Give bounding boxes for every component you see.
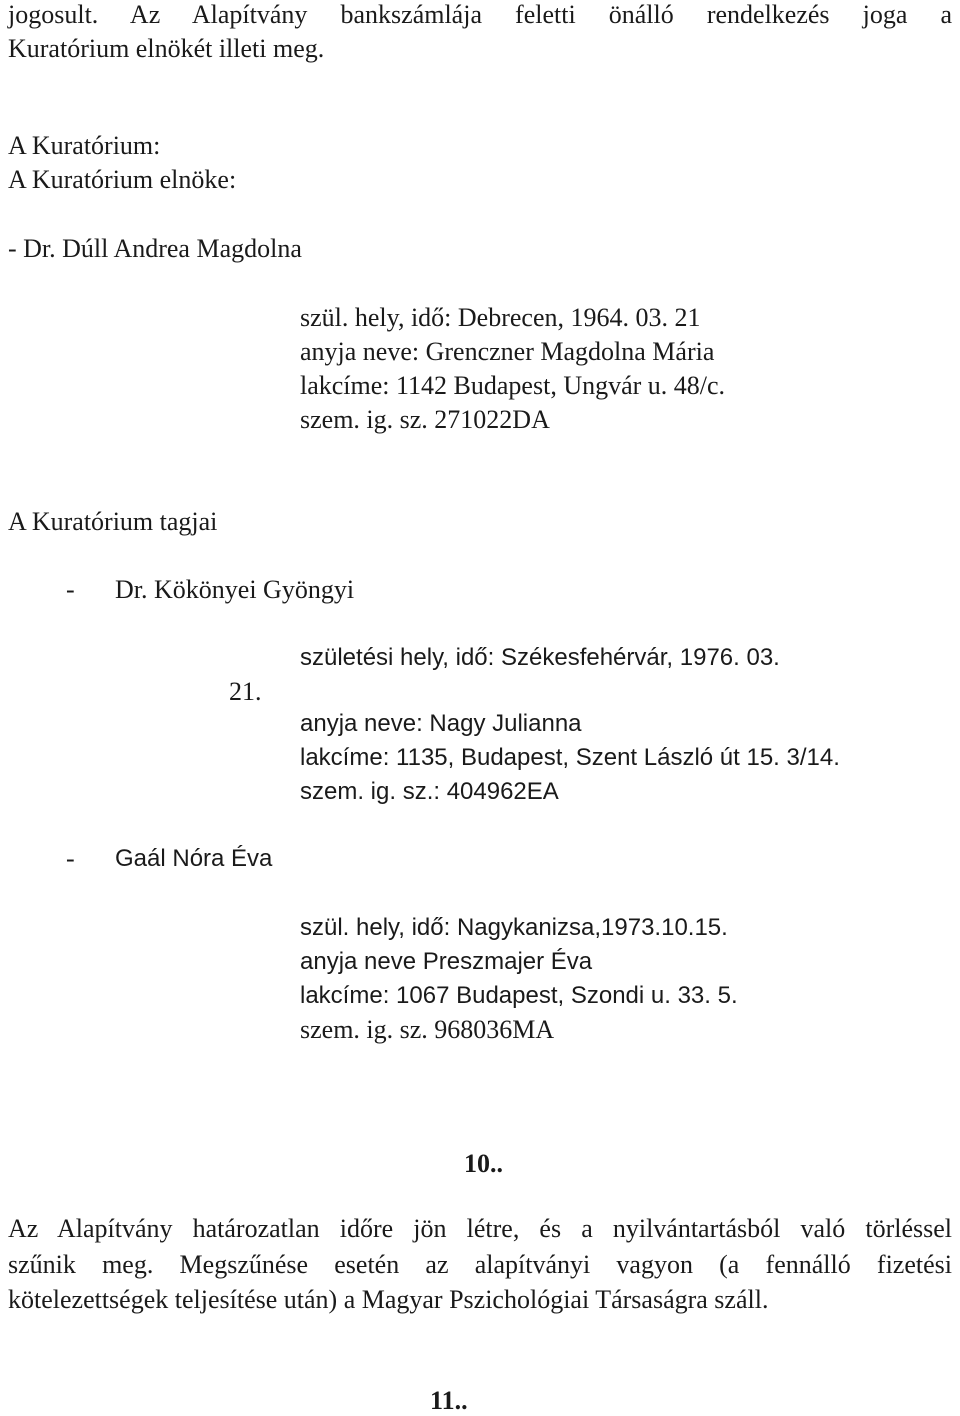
member2-detail-line: szem. ig. sz. 968036MA xyxy=(300,1015,555,1044)
elnok-detail-line: szül. hely, idő: Debrecen, 1964. 03. 21 xyxy=(300,303,701,332)
member1-detail-line: anyja neve: Nagy Julianna xyxy=(300,710,582,737)
section-11-number: 11.. xyxy=(430,1386,468,1415)
member1-detail-line: lakcíme: 1135, Budapest, Szent László út 15. 3/14. xyxy=(300,744,840,771)
member2-detail-line: anyja neve Preszmajer Éva xyxy=(300,948,593,975)
elnok-detail-line: lakcíme: 1142 Budapest, Ungvár u. 48/c. xyxy=(300,371,726,400)
member1-date-tail: 21. xyxy=(229,677,262,706)
section-10-line: szűnik meg. Megszűnése esetén az alapítványi vagyon (a fennálló fizetési xyxy=(8,1250,952,1279)
elnok-heading: A Kuratórium elnöke: xyxy=(8,165,237,194)
member1-detail-line: születési hely, idő: Székesfehérvár, 1976. 03. xyxy=(300,644,780,671)
member1-name: Dr. Kökönyei Gyöngyi xyxy=(115,575,355,604)
member2-detail-line: lakcíme: 1067 Budapest, Szondi u. 33. 5. xyxy=(300,982,738,1009)
tagok-heading: A Kuratórium tagjai xyxy=(8,507,218,536)
member2-detail-line: szül. hely, idő: Nagykanizsa,1973.10.15. xyxy=(300,914,728,941)
intro-line-1: jogosult. Az Alapítvány bankszámlája feletti önálló rendelkezés joga a xyxy=(8,0,952,29)
section-10-number: 10.. xyxy=(464,1149,503,1178)
list-bullet: - xyxy=(66,844,75,873)
member2-name: Gaál Nóra Éva xyxy=(115,845,273,872)
intro-line-2: Kuratórium elnökét illeti meg. xyxy=(8,34,325,63)
elnok-detail-line: anyja neve: Grenczner Magdolna Mária xyxy=(300,337,715,366)
kuratorium-heading: A Kuratórium: xyxy=(8,131,161,160)
elnok-name: - Dr. Dúll Andrea Magdolna xyxy=(8,234,302,263)
list-bullet: - xyxy=(66,575,75,604)
elnok-detail-line: szem. ig. sz. 271022DA xyxy=(300,405,550,434)
member1-detail-line: szem. ig. sz.: 404962EA xyxy=(300,778,559,805)
section-10-line: Az Alapítvány határozatlan időre jön létre, és a nyilvántartásból való törléssel xyxy=(8,1214,952,1243)
section-10-line: kötelezettségek teljesítése után) a Magyar Pszichológiai Társaságra száll. xyxy=(8,1285,769,1314)
